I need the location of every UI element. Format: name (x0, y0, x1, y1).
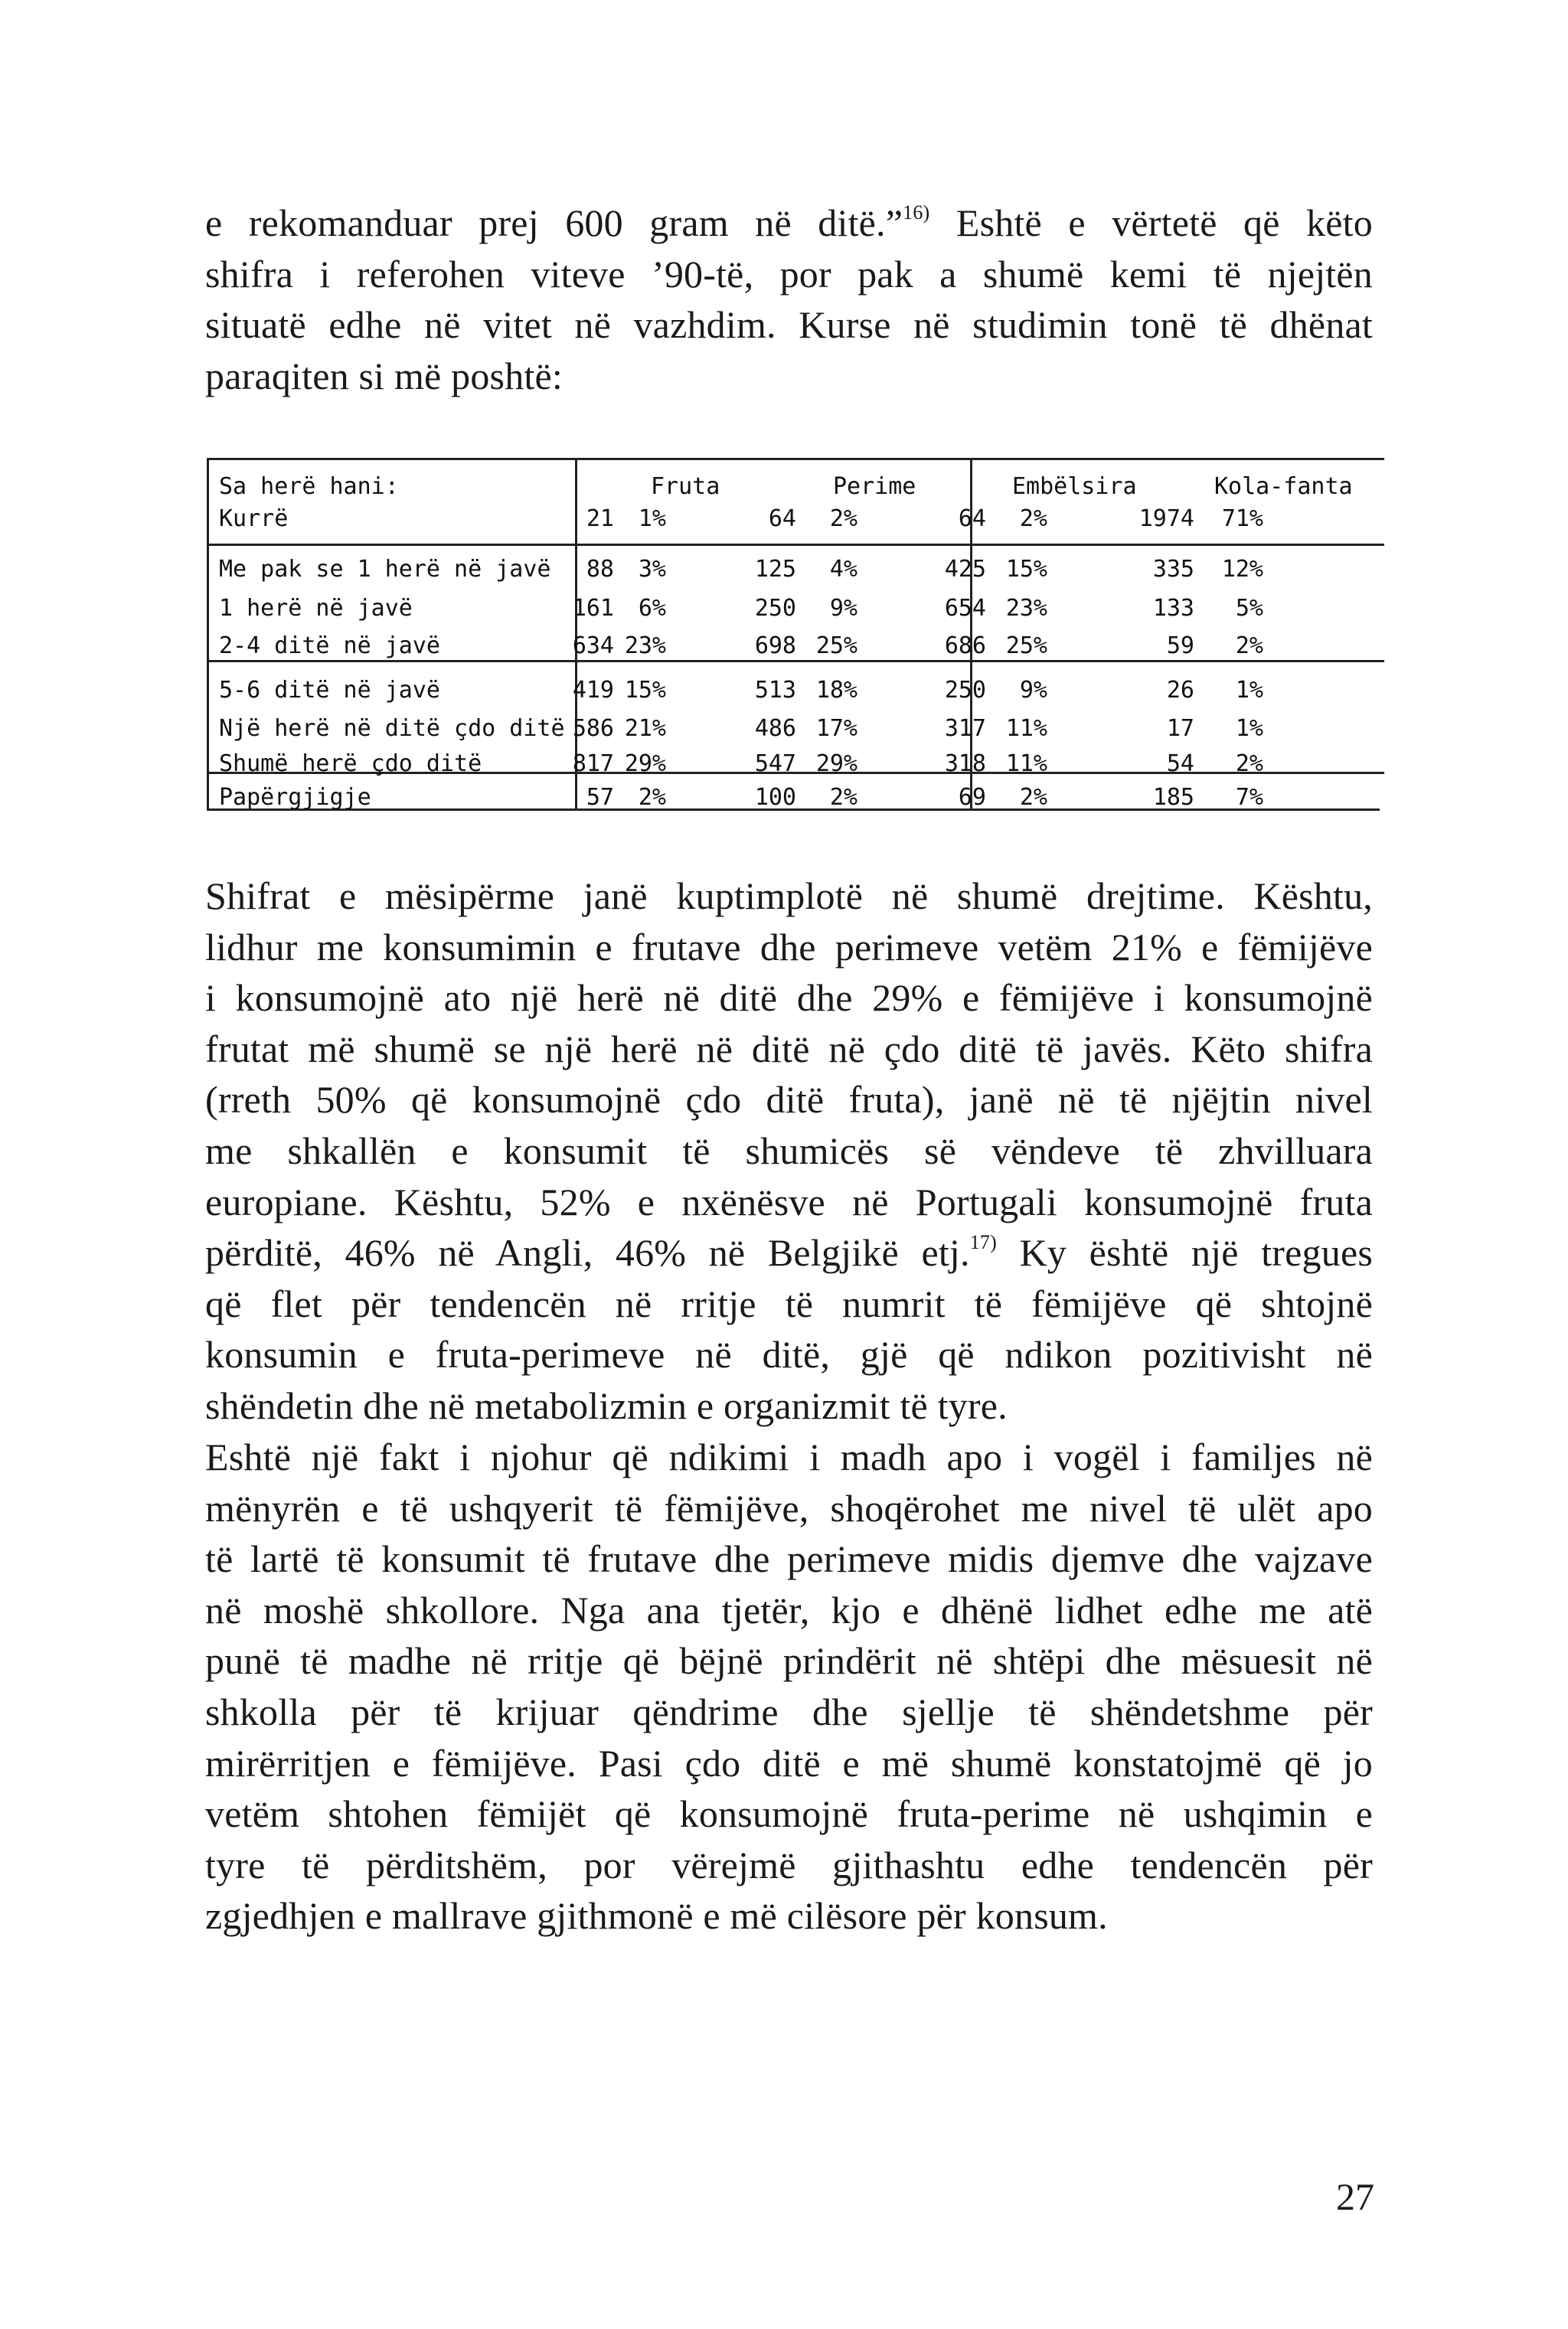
table-cell: 419 (572, 677, 614, 704)
table-cell: 23% (624, 632, 666, 659)
table-cell: 817 (572, 750, 614, 777)
table-cell: 2% (1019, 784, 1047, 811)
table-cell: 23% (1005, 595, 1047, 622)
table-cell: 21 (586, 505, 614, 532)
table-cell: 1% (638, 505, 666, 532)
text-line: mënyrën e të ushqyerit të fëmijëve, shoqërohet me nivel të ulët apo (205, 1486, 1373, 1530)
footnote-ref: 16) (903, 201, 930, 224)
table-cell: 17% (815, 715, 858, 742)
row-label: Papërgjigje (219, 784, 371, 811)
text-line: lidhur me konsumimin e frutave dhe perimeve vetëm 21% e fëmijëve (205, 925, 1373, 969)
text-line: i konsumojnë ato një herë në ditë dhe 29% e fëmijëve i konsumojnë (205, 976, 1373, 1020)
table-cell: 318 (944, 750, 986, 777)
table-cell: 64 (958, 505, 986, 532)
text-line: shkolla për të krijuar qëndrime dhe sjellje të shëndetshme për (205, 1690, 1373, 1733)
group-header-perime: Perime (833, 473, 916, 500)
table-cell: 11% (1005, 750, 1047, 777)
text-line: në moshë shkollore. Nga ana tjetër, kjo e dhënë lidhet edhe me atë (205, 1588, 1373, 1632)
table-cell: 4% (829, 556, 858, 583)
table-cell: 5% (1235, 595, 1263, 622)
table-cell: 59 (1166, 632, 1194, 659)
table-cell: 21% (624, 715, 666, 742)
text-line: frutat më shumë se një herë në ditë në çdo ditë të javës. Këto shifra (205, 1027, 1373, 1070)
table-cell: 2% (829, 505, 858, 532)
table-cell: 29% (815, 750, 858, 777)
table-cell: 133 (1152, 595, 1194, 622)
text-line: zgjedhjen e mallrave gjithmonë e më cilësore për konsum. (205, 1894, 1108, 1938)
table-cell: 11% (1005, 715, 1047, 742)
table-cell: 1% (1235, 677, 1263, 704)
table-header-label: Sa herë hani: (219, 473, 399, 500)
text-line: europiane. Kështu, 52% e nxënësve në Portugali konsumojnë fruta (205, 1180, 1373, 1223)
table-cell: 25% (1005, 632, 1047, 659)
text-line: shifra i referohen viteve ’90-të, por pak a shumë kemi të njejtën (205, 252, 1373, 296)
table-cell: 57 (586, 784, 614, 811)
table-cell: 634 (572, 632, 614, 659)
text-line: paraqiten si më poshtë: (205, 354, 563, 397)
row-label: Shumë herë çdo ditë (219, 750, 482, 777)
table-cell: 686 (944, 632, 986, 659)
consumption-table (207, 458, 1380, 811)
table-cell: 698 (754, 632, 796, 659)
group-header-kola-fanta: Kola-fanta (1214, 473, 1353, 500)
table-cell: 513 (754, 677, 796, 704)
table-cell: 12% (1221, 556, 1263, 583)
table-cell: 18% (815, 677, 858, 704)
table-cell: 335 (1152, 556, 1194, 583)
table-cell: 71% (1221, 505, 1263, 532)
text-line: Shifrat e mësipërme janë kuptimplotë në shumë drejtime. Kështu, (205, 874, 1373, 917)
table-cell: 2% (638, 784, 666, 811)
text-line: tyre të përditshëm, por vërejmë gjithashtu edhe tendencën për (205, 1843, 1373, 1886)
table-cell: 6% (638, 595, 666, 622)
table-cell: 250 (944, 677, 986, 704)
table-cell: 15% (624, 677, 666, 704)
text-line: konsumin e fruta-perimeve në ditë, gjë që ndikon pozitivisht në (205, 1333, 1373, 1377)
table-cell: 64 (768, 505, 796, 532)
text-line: (rreth 50% që konsumojnë çdo ditë fruta), janë në të njëjtin nivel (205, 1078, 1373, 1122)
row-label: Me pak se 1 herë në javë (219, 556, 551, 583)
row-label: 2-4 ditë në javë (219, 632, 440, 659)
table-cell: 586 (572, 715, 614, 742)
table-cell: 161 (572, 595, 614, 622)
table-cell: 547 (754, 750, 796, 777)
table-cell: 1974 (1138, 505, 1194, 532)
table-cell: 88 (586, 556, 614, 583)
group-header-embelsira: Embëlsira (1012, 473, 1137, 500)
table-cell: 185 (1152, 784, 1194, 811)
text-line: e rekomanduar prej 600 gram në ditë.”$^{16)}$ Eshtë e vërtetë që këto (205, 201, 1373, 244)
table-cell: 1% (1235, 715, 1263, 742)
table-cell: 3% (638, 556, 666, 583)
table-cell: 654 (944, 595, 986, 622)
text-line: përditë, 46% në Angli, 46% në Belgjikë etj.$^{17)}$ Ky është një tregues (205, 1231, 1374, 1275)
table-cell: 2% (1019, 505, 1047, 532)
table-cell: 2% (1235, 750, 1263, 777)
text-line: punë të madhe në rritje që bëjnë prindërit në shtëpi dhe mësuesit në (205, 1639, 1373, 1683)
text-line: që flet për tendencën në rritje të numrit të fëmijëve që shtojnë (205, 1282, 1373, 1325)
row-label: Një herë në ditë çdo ditë (219, 715, 565, 742)
text-line: me shkallën e konsumit të shumicës së vëndeve të zhvilluara (205, 1129, 1373, 1172)
text-line: mirërritjen e fëmijëve. Pasi çdo ditë e më shumë konstatojmë që jo (205, 1741, 1373, 1785)
table-cell: 25% (815, 632, 858, 659)
page-number: 27 (1336, 2175, 1374, 2218)
text-line: shëndetin dhe në metabolizmin e organizmit të tyre. (205, 1383, 1008, 1427)
table-cell: 2% (829, 784, 858, 811)
table-cell: 100 (754, 784, 796, 811)
paragraph-family (205, 1432, 1373, 1942)
table-cell: 486 (754, 715, 796, 742)
table-cell: 69 (958, 784, 986, 811)
table-cell: 2% (1235, 632, 1263, 659)
text-line: të lartë të konsumit të frutave dhe perimeve midis djemve dhe vajzave (205, 1537, 1373, 1581)
group-header-fruta: Fruta (651, 473, 720, 500)
text-line: vetëm shtohen fëmijët që konsumojnë fruta-perime në ushqimin e (205, 1792, 1373, 1836)
table-divider (207, 544, 1380, 546)
table-cell: 425 (944, 556, 986, 583)
row-label: 5-6 ditë në javë (219, 677, 440, 704)
paragraph-intro (205, 198, 1373, 401)
table-cell: 7% (1235, 784, 1263, 811)
table-cell: 125 (754, 556, 796, 583)
paragraph-analysis (205, 871, 1373, 1432)
table-cell: 26 (1166, 677, 1194, 704)
table-cell: 54 (1166, 750, 1194, 777)
table-cell: 317 (944, 715, 986, 742)
table-cell: 17 (1166, 715, 1194, 742)
table-cell: 15% (1005, 556, 1047, 583)
row-label: 1 herë në javë (219, 595, 413, 622)
text-line: Eshtë një fakt i njohur që ndikimi i madh apo i vogël i familjes në (205, 1436, 1373, 1478)
text-line: situatë edhe në vitet në vazhdim. Kurse në studimin tonë të dhënat (205, 303, 1373, 347)
footnote-ref: 17) (969, 1231, 997, 1254)
table-cell: 29% (624, 750, 666, 777)
table-cell: 250 (754, 595, 796, 622)
table-cell: 9% (1019, 677, 1047, 704)
table-cell: 9% (829, 595, 858, 622)
row-label-kurre: Kurrë (219, 505, 289, 532)
